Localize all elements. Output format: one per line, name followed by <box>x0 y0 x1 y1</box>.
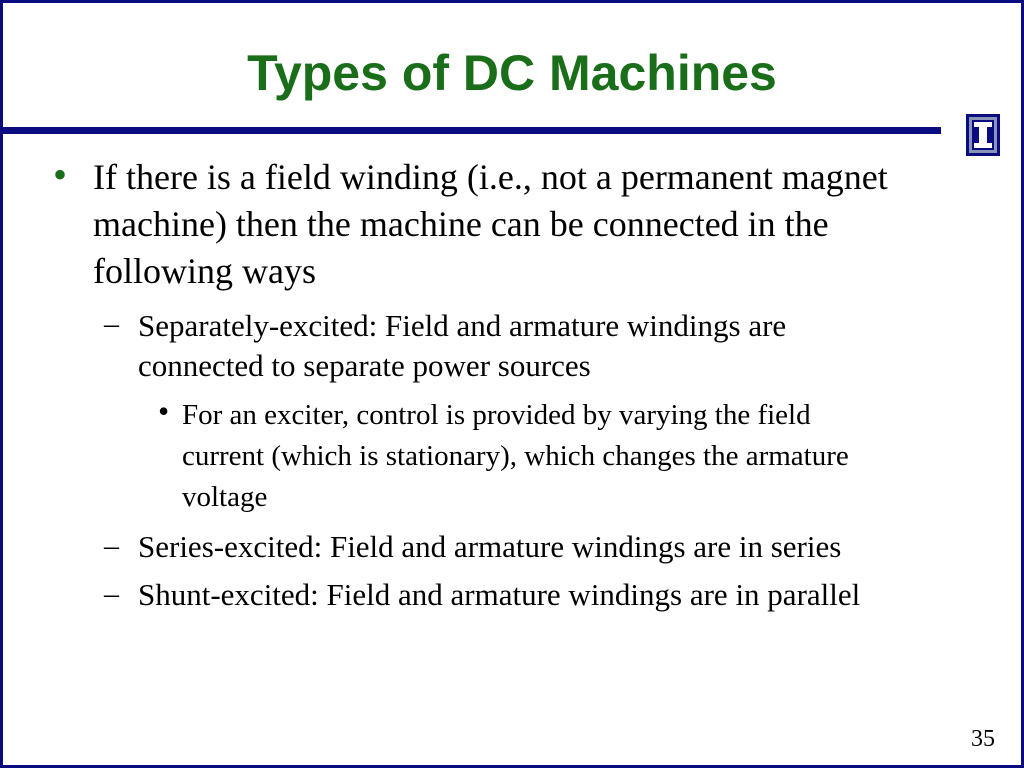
sub-bullet-text-line: connected to separate power sources <box>138 348 591 383</box>
bullet-text-line: following ways <box>93 251 316 291</box>
sub-sub-bullet-text-line: For an exciter, control is provided by varying the field <box>182 399 811 431</box>
sub-bullet-text-line: Separately-excited: Field and armature windings are <box>138 308 787 343</box>
sub-sub-bullet-marker: • <box>158 393 170 429</box>
bullet-marker: • <box>53 152 68 197</box>
sub-bullet-marker: – <box>104 529 119 562</box>
sub-bullet-marker: – <box>104 307 119 340</box>
bullet-text-line: machine) then the machine can be connected in the <box>93 204 829 244</box>
slide-body <box>3 3 1024 771</box>
bullet-text-line: If there is a field winding (i.e., not a permanent magnet <box>93 157 888 197</box>
sub-bullet-text-line: Series-excited: Field and armature windings are in series <box>138 529 842 564</box>
sub-bullet-text-line: Shunt-excited: Field and armature windings are in parallel <box>138 577 861 612</box>
page-number: 35 <box>971 726 995 752</box>
sub-sub-bullet-text-line: current (which is stationary), which changes the armature <box>182 440 849 472</box>
sub-sub-bullet-text-line: voltage <box>182 481 268 513</box>
sub-bullet-marker: – <box>104 577 119 610</box>
slide-title: Types of DC Machines <box>247 45 777 101</box>
